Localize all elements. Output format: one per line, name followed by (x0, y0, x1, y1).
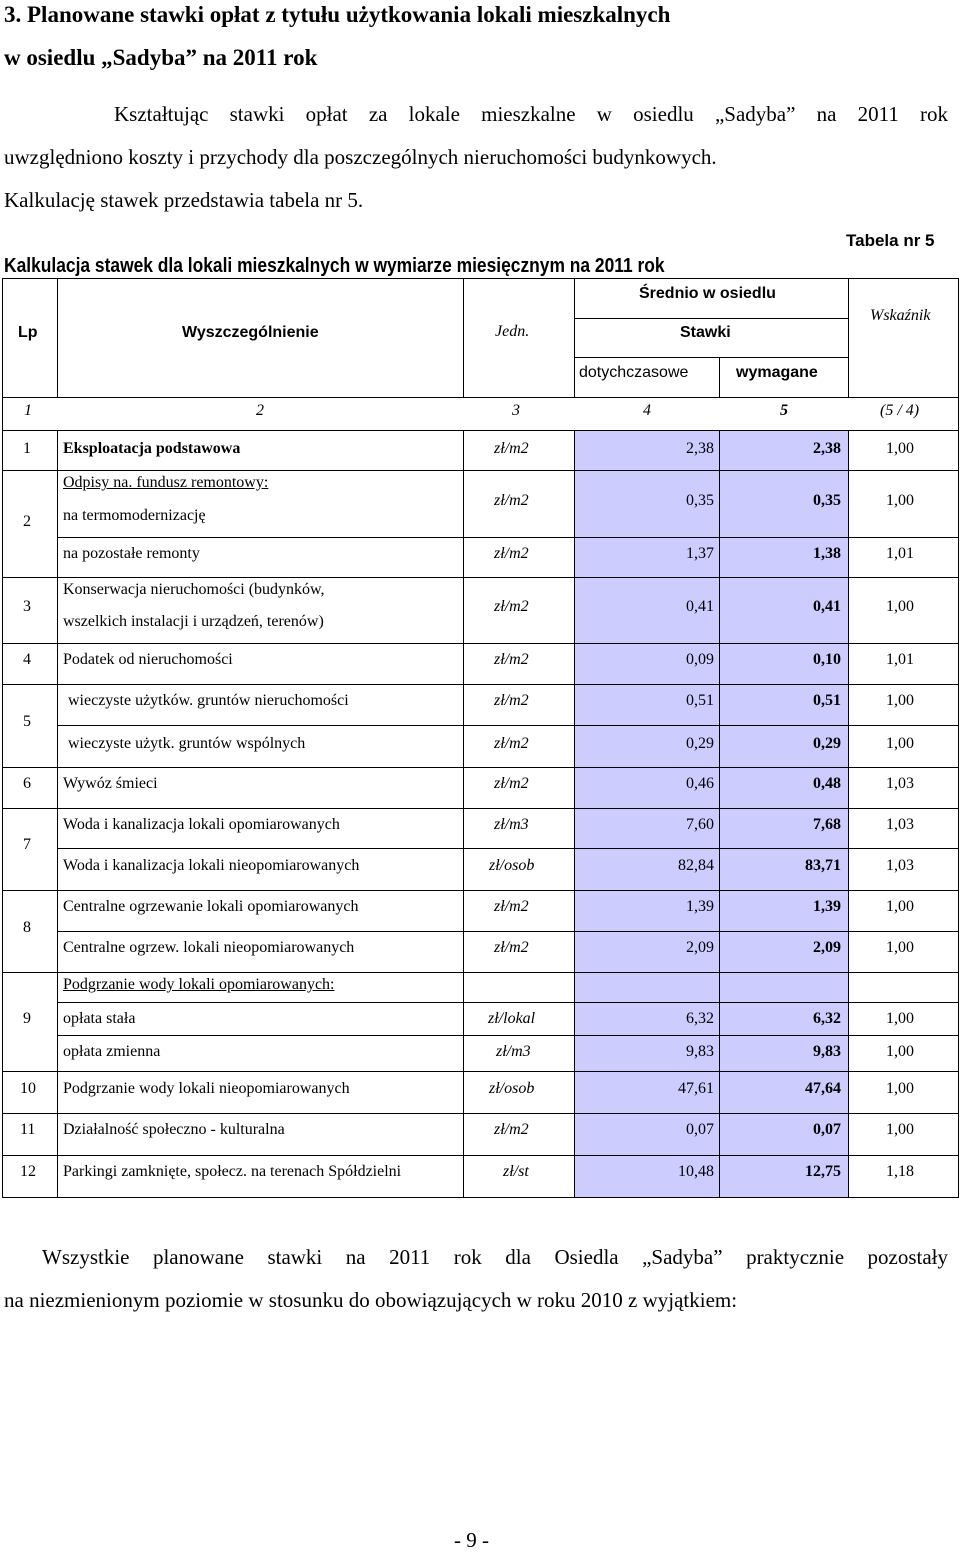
table-hline (2, 684, 958, 685)
colnum-5: 5 (780, 402, 788, 419)
row7b-old: 82,84 (678, 857, 714, 874)
table-hline (57, 537, 958, 538)
table-label: Tabela nr 5 (846, 231, 935, 250)
row9c-name: opłata zmienna (63, 1043, 161, 1060)
intro-line1: Kształtując stawki opłat za lokale mieszkalne w osiedlu „Sadyba” na 2011 rok (114, 102, 948, 126)
row7-name: Woda i kanalizacja lokali opomiarowanych (63, 816, 340, 833)
table-vline (57, 430, 58, 1198)
header-jedn: Jedn. (495, 323, 530, 340)
row6-name: Wywóz śmieci (63, 775, 158, 792)
row5-old: 0,51 (686, 692, 714, 709)
row11-idx: 1,00 (886, 1121, 914, 1138)
row1-lp: 1 (23, 440, 31, 457)
table-vline (848, 278, 849, 397)
row12-lp: 12 (20, 1163, 36, 1180)
row7-old: 7,60 (686, 816, 714, 833)
row2b-name: na pozostałe remonty (63, 545, 200, 562)
table-vline (719, 357, 720, 397)
row2-new: 0,35 (813, 492, 841, 509)
table-hline (2, 972, 958, 973)
row1-new: 2,38 (813, 440, 841, 457)
header-srednio: Średnio w osiedlu (639, 285, 776, 302)
row11-lp: 11 (20, 1121, 36, 1138)
row6-old: 0,46 (686, 775, 714, 792)
colnum-6: (5 / 4) (880, 402, 920, 419)
row9b-name: opłata stała (63, 1010, 136, 1027)
row3-lp: 3 (23, 598, 31, 615)
row2b-unit: zł/m2 (494, 545, 529, 562)
row6-unit: zł/m2 (494, 775, 529, 792)
row8b-name: Centralne ogrzew. lokali nieopomiarowanych (63, 939, 355, 956)
section-heading-line1: 3. Planowane stawki opłat z tytułu użytkowania lokali mieszkalnych (4, 2, 671, 27)
row5b-new: 0,29 (813, 735, 841, 752)
row8b-new: 2,09 (813, 939, 841, 956)
header-lp: Lp (18, 324, 38, 341)
header-dotychczasowe: dotychczasowe (579, 364, 689, 381)
table-hline (2, 767, 958, 768)
table-hline (2, 808, 958, 809)
row9b-new: 6,32 (813, 1010, 841, 1027)
row1-old: 2,38 (686, 440, 714, 457)
row3-new: 0,41 (813, 598, 841, 615)
row3-old: 0,41 (686, 598, 714, 615)
row8-old: 1,39 (686, 898, 714, 915)
table-vline (2, 278, 3, 1198)
section-heading-line2: w osiedlu „Sadyba” na 2011 rok (4, 45, 318, 70)
row12-new: 12,75 (805, 1163, 841, 1180)
row8b-unit: zł/m2 (494, 939, 529, 956)
row12-unit: zł/st (503, 1163, 529, 1180)
row11-name: Działalność społeczno - kulturalna (63, 1121, 285, 1138)
header-wskaznik: Wskaźnik (870, 307, 931, 324)
row1-unit: zł/m2 (494, 440, 529, 457)
row3-name2: wszelkich instalacji i urządzeń, terenów) (63, 613, 324, 630)
table-hline (57, 1002, 958, 1003)
table-hline (2, 278, 958, 279)
row11-new: 0,07 (813, 1121, 841, 1138)
row6-idx: 1,03 (886, 775, 914, 792)
table-vline (57, 278, 58, 397)
header-stawki: Stawki (680, 324, 731, 341)
row6-new: 0,48 (813, 775, 841, 792)
table-vline (848, 430, 849, 1198)
row10-idx: 1,00 (886, 1080, 914, 1097)
table-hline (2, 890, 958, 891)
row4-old: 0,09 (686, 651, 714, 668)
row7b-name: Woda i kanalizacja lokali nieopomiarowanych (63, 857, 360, 874)
row3-unit: zł/m2 (494, 598, 529, 615)
row5b-unit: zł/m2 (494, 735, 529, 752)
row9-name: Podgrzanie wody lokali opomiarowanych: (63, 976, 335, 993)
row4-idx: 1,01 (886, 651, 914, 668)
row11-old: 0,07 (686, 1121, 714, 1138)
table-hline (2, 577, 958, 578)
row8b-idx: 1,00 (886, 939, 914, 956)
intro-line2: uwzględniono koszty i przychody dla poszczególnych nieruchomości budynkowych. (4, 145, 717, 169)
row6-lp: 6 (23, 775, 31, 792)
row8b-old: 2,09 (686, 939, 714, 956)
table-title: Kalkulacja stawek dla lokali mieszkalnych w wymiarze miesięcznym na 2011 rok (4, 255, 665, 277)
row4-lp: 4 (23, 651, 31, 668)
row9c-unit: zł/m3 (496, 1043, 531, 1060)
colnum-1: 1 (24, 402, 32, 419)
row4-new: 0,10 (813, 651, 841, 668)
row4-name: Podatek od nieruchomości (63, 651, 233, 668)
row10-unit: zł/osob (489, 1080, 535, 1097)
table-hline (57, 848, 958, 849)
header-wyszczegolnienie: Wyszczególnienie (182, 324, 319, 341)
table-hline (2, 470, 958, 471)
row10-new: 47,64 (805, 1080, 841, 1097)
row7b-idx: 1,03 (886, 857, 914, 874)
row9c-new: 9,83 (813, 1043, 841, 1060)
colnum-3: 3 (512, 402, 520, 419)
row5-unit: zł/m2 (494, 692, 529, 709)
row2b-idx: 1,01 (886, 545, 914, 562)
row7-lp: 7 (23, 836, 31, 853)
table-vline (958, 278, 959, 1198)
outro-line1: Wszystkie planowane stawki na 2011 rok dla Osiedla „Sadyba” praktycznie pozostały (42, 1245, 948, 1269)
row5-new: 0,51 (813, 692, 841, 709)
table-vline (574, 430, 575, 1198)
row5b-idx: 1,00 (886, 735, 914, 752)
row2-name: Odpisy na. fundusz remontowy: (63, 474, 269, 491)
row7b-new: 83,71 (805, 857, 841, 874)
row5b-old: 0,29 (686, 735, 714, 752)
intro-line3: Kalkulację stawek przedstawia tabela nr 5. (4, 188, 364, 212)
table-hline (57, 725, 958, 726)
table-hline (2, 1071, 958, 1072)
row10-name: Podgrzanie wody lokali nieopomiarowanych (63, 1080, 350, 1097)
row5-lp: 5 (23, 713, 31, 730)
table-hline (2, 643, 958, 644)
row2-unit: zł/m2 (494, 492, 529, 509)
row9b-old: 6,32 (686, 1010, 714, 1027)
row8-name: Centralne ogrzewanie lokali opomiarowanych (63, 898, 359, 915)
row2-idx: 1,00 (886, 492, 914, 509)
row9-lp: 9 (23, 1010, 31, 1027)
table-hline (2, 1113, 958, 1114)
row9c-old: 9,83 (686, 1043, 714, 1060)
table-hline (57, 931, 958, 932)
table-hline (2, 430, 958, 431)
table-hline (2, 1155, 958, 1156)
row2b-old: 1,37 (686, 545, 714, 562)
row8-idx: 1,00 (886, 898, 914, 915)
row3-name: Konserwacja nieruchomości (budynków, (63, 581, 325, 598)
row5-idx: 1,00 (886, 692, 914, 709)
row12-idx: 1,18 (886, 1163, 914, 1180)
row1-name: Eksploatacja podstawowa (63, 440, 241, 457)
outro-line2: na niezmienionym poziomie w stosunku do obowiązujących w roku 2010 z wyjątkiem: (4, 1288, 738, 1312)
row7-new: 7,68 (813, 816, 841, 833)
colnum-4: 4 (643, 402, 651, 419)
row9c-idx: 1,00 (886, 1043, 914, 1060)
row4-unit: zł/m2 (494, 651, 529, 668)
row12-old: 10,48 (678, 1163, 714, 1180)
table-vline (574, 278, 575, 397)
row1-idx: 1,00 (886, 440, 914, 457)
table-hline (574, 318, 848, 319)
row5-name: wieczyste użytków. gruntów nieruchomości (68, 692, 349, 709)
table-vline (463, 430, 464, 1198)
row7-idx: 1,03 (886, 816, 914, 833)
row3-idx: 1,00 (886, 598, 914, 615)
row11-unit: zł/m2 (494, 1121, 529, 1138)
colnum-2: 2 (256, 402, 264, 419)
table-hline (2, 1197, 958, 1198)
row2-name2: na termomodernizację (63, 507, 206, 524)
row7-unit: zł/m3 (494, 816, 529, 833)
row9b-unit: zł/lokal (488, 1010, 536, 1027)
row2-lp: 2 (23, 513, 31, 530)
row2-old: 0,35 (686, 492, 714, 509)
row9b-idx: 1,00 (886, 1010, 914, 1027)
row8-new: 1,39 (813, 898, 841, 915)
row5b-name: wieczyste użytk. gruntów wspólnych (68, 735, 306, 752)
row2b-new: 1,38 (813, 545, 841, 562)
row8-unit: zł/m2 (494, 898, 529, 915)
table-vline (463, 278, 464, 397)
table-hline (57, 1035, 958, 1036)
row10-lp: 10 (20, 1080, 36, 1097)
row10-old: 47,61 (678, 1080, 714, 1097)
table-hline (2, 397, 958, 398)
row12-name: Parkingi zamknięte, społecz. na terenach Spółdzielni (63, 1163, 402, 1180)
header-wymagane: wymagane (736, 364, 818, 381)
table-hline (574, 357, 848, 358)
page-number: - 9 - (454, 1528, 489, 1552)
row8-lp: 8 (23, 919, 31, 936)
row7b-unit: zł/osob (489, 857, 535, 874)
